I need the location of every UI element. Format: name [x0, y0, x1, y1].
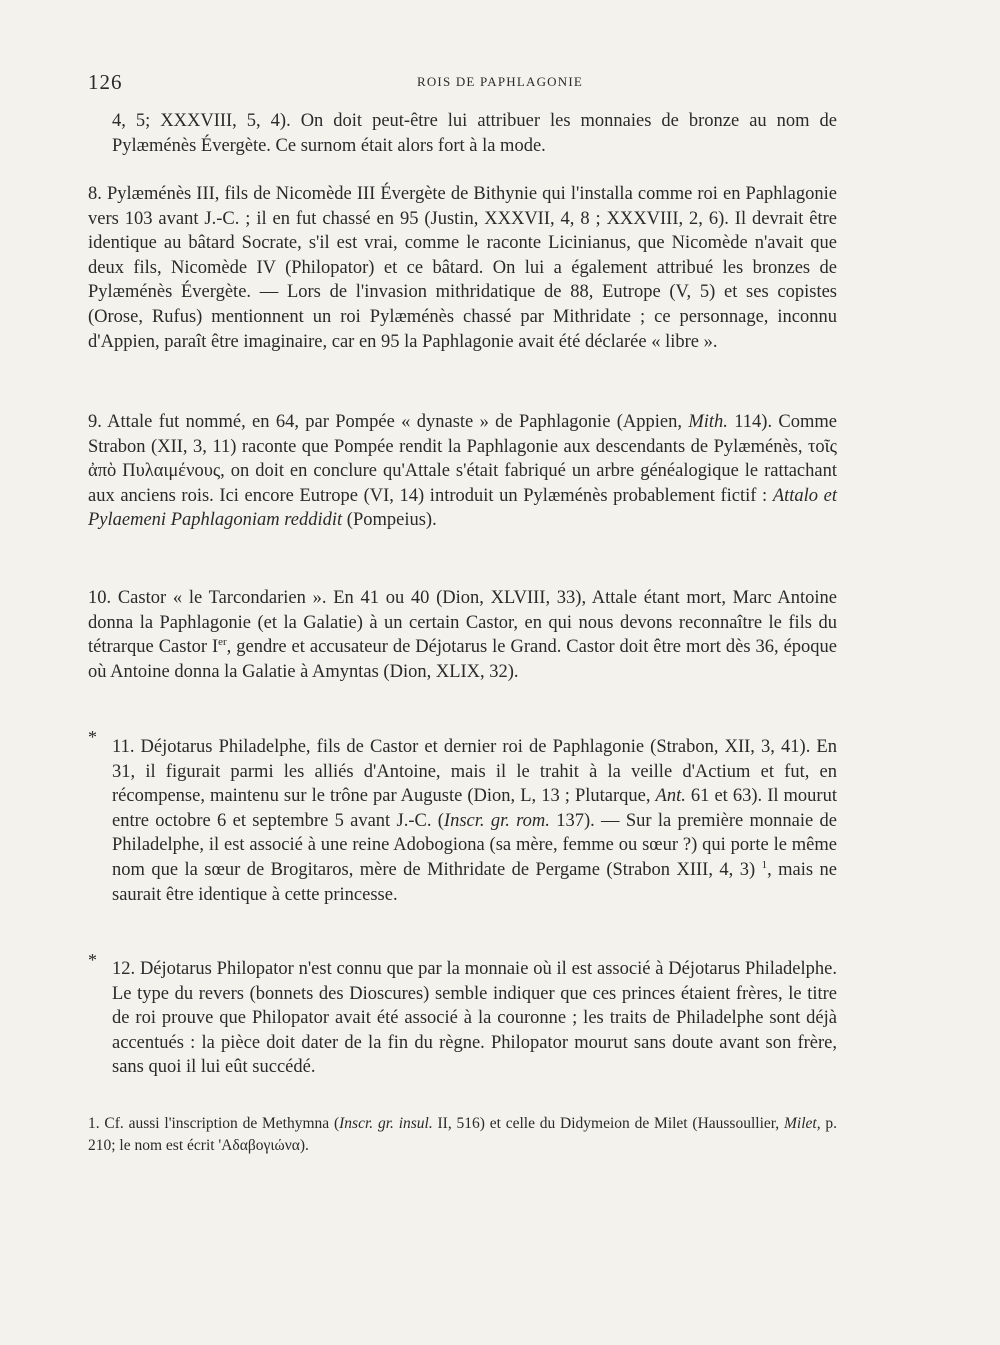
italic-reference: Mith. — [688, 412, 728, 432]
paragraph-text: , gendre et accusateur de Déjotarus le Grand. Castor doit être mort dès 36, époque où Antoine donna la Galatie à Amyntas (Dion, XLIX, 32). — [88, 637, 837, 682]
italic-reference: Milet, — [783, 1115, 821, 1132]
paragraph-text: 8. Pylæménès III, fils de Nicomède III Évergète de Bithynie qui l'installa comme roi en Paphlagonie vers 103 avant J.-C. ; il en fut chassé en 95 (Justin, XXXVII, 4, 8 ; XXXVIII, 2, 6). Il devrait être identique au bâtard Socrate, s'il est vrai, comme le raconte Licinianus, que Nicomède n'avait que deux fils, Nicomède IV (Philopator) et ce bâtard. On lui a également attribué les bronzes de Pylæménès Évergète. — Lors de l'invasion mithridatique de 88, Eutrope (V, 5) et ses copistes (Orose, Rufus) mentionnent un roi Pylæménès chassé par Mithridate ; ce personnage, inconnu d'Appien, paraît être imaginaire, car en 95 la Paphlagonie avait été déclarée « libre ». — [88, 184, 837, 352]
paragraph-11 — [112, 735, 837, 907]
footnote-ref: 1 — [761, 858, 768, 871]
paragraph-text: 12. Déjotarus Philopator n'est connu que par la monnaie où il est associé à Déjotarus Philadelphe. Le type du revers (bonnets des Dioscures) semble indiquer que ces princes étaient frères, le titre de roi prouve que Philopator avait été associé à la couronne ; les traits de Philadelphe sont déjà accentués : la pièce doit dater de la fin du règne. Philopator mourut sans doute avant son frère, sans quoi il lui eût succédé. — [112, 959, 837, 1078]
paragraph-12 — [112, 957, 837, 1080]
page-number: 126 — [88, 70, 123, 94]
star-marker: * — [88, 950, 97, 970]
italic-reference: Ant. — [655, 786, 686, 807]
paragraph-8 — [88, 182, 837, 354]
italic-reference: Inscr. gr. insul. — [339, 1115, 433, 1132]
paragraph-text: 11. Déjotarus Philadelphe, fils de Castor et dernier roi de Paphlagonie (Strabon, XII, 3, 41). En 31, il figurait parmi les alliés d'Antoine, mais il le trahit à la veille d'Actium et fut, en récompense, maintenu sur le trône par Auguste (Dion, L, 13 ; Plutarque, — [112, 737, 837, 807]
footnote-text: p. 210; le nom est écrit 'Αδαβογιώνα). — [88, 1115, 838, 1154]
paragraph-text: 4, 5; XXXVIII, 5, 4). On doit peut-être lui attribuer les monnaies de bronze au nom de Pylæménès Évergète. Ce surnom était alors fort à la mode. — [112, 111, 837, 156]
paragraph-text: 61 et 63). Il mourut entre octobre 6 et septembre 5 avant J.-C. ( — [112, 786, 837, 831]
paragraph-text: , mais ne saurait être identique à cette princesse. — [112, 859, 838, 905]
star-marker: * — [88, 727, 97, 747]
footnote-text: 1. Cf. aussi l'inscription de Methymna ( — [88, 1115, 340, 1132]
paragraph-continuation — [112, 109, 837, 158]
paragraph-text: 137). — Sur la première monnaie de Philadelphe, il est associé à une reine Adobogiona (sa mère, femme ou sœur ?) qui porte le même nom que la sœur de Brogitaros, mère de Mithridate de Pergame (Strabon XIII, 4, 3) — [112, 810, 838, 880]
paragraph-9 — [88, 410, 837, 533]
footnote-text: II, 516) et celle du Didymeion de Milet (Haussoullier, — [432, 1115, 784, 1132]
paragraph-10 — [88, 586, 837, 684]
paragraph-text: 114). Comme Strabon (XII, 3, 11) raconte que Pompée rendit la Paphlagonie aux descendants de Pylæménès, τοῖς ἀπὸ Πυλαιμένους, on doit en conclure qu'Attale s'était fabriqué un arbre généalogique le rattachant aux anciens rois. Ici encore Eutrope (VI, 14) introduit un Pylæménès probablement fictif : — [88, 412, 837, 506]
paragraph-text: 10. Castor « le Tarcondarien ». En 41 ou 40 (Dion, XLVIII, 33), Attale étant mort, Marc Antoine donna la Paphlagonie (et la Galatie) à un certain Castor, en qui nous devons reconnaître le fils du tétrarque Castor I — [88, 588, 837, 658]
latin-quote: Attalo et Pylaemeni Paphlagoniam reddidit — [88, 485, 837, 531]
running-head: ROIS DE PAPHLAGONIE — [416, 74, 584, 89]
superscript: er — [218, 636, 227, 649]
paragraph-text: (Pompeius). — [342, 510, 437, 531]
italic-reference: Inscr. gr. rom. — [443, 810, 550, 831]
paragraph-text: 9. Attale fut nommé, en 64, par Pompée « dynaste » de Paphlagonie (Appien, — [88, 412, 689, 432]
footnote — [88, 1113, 837, 1156]
